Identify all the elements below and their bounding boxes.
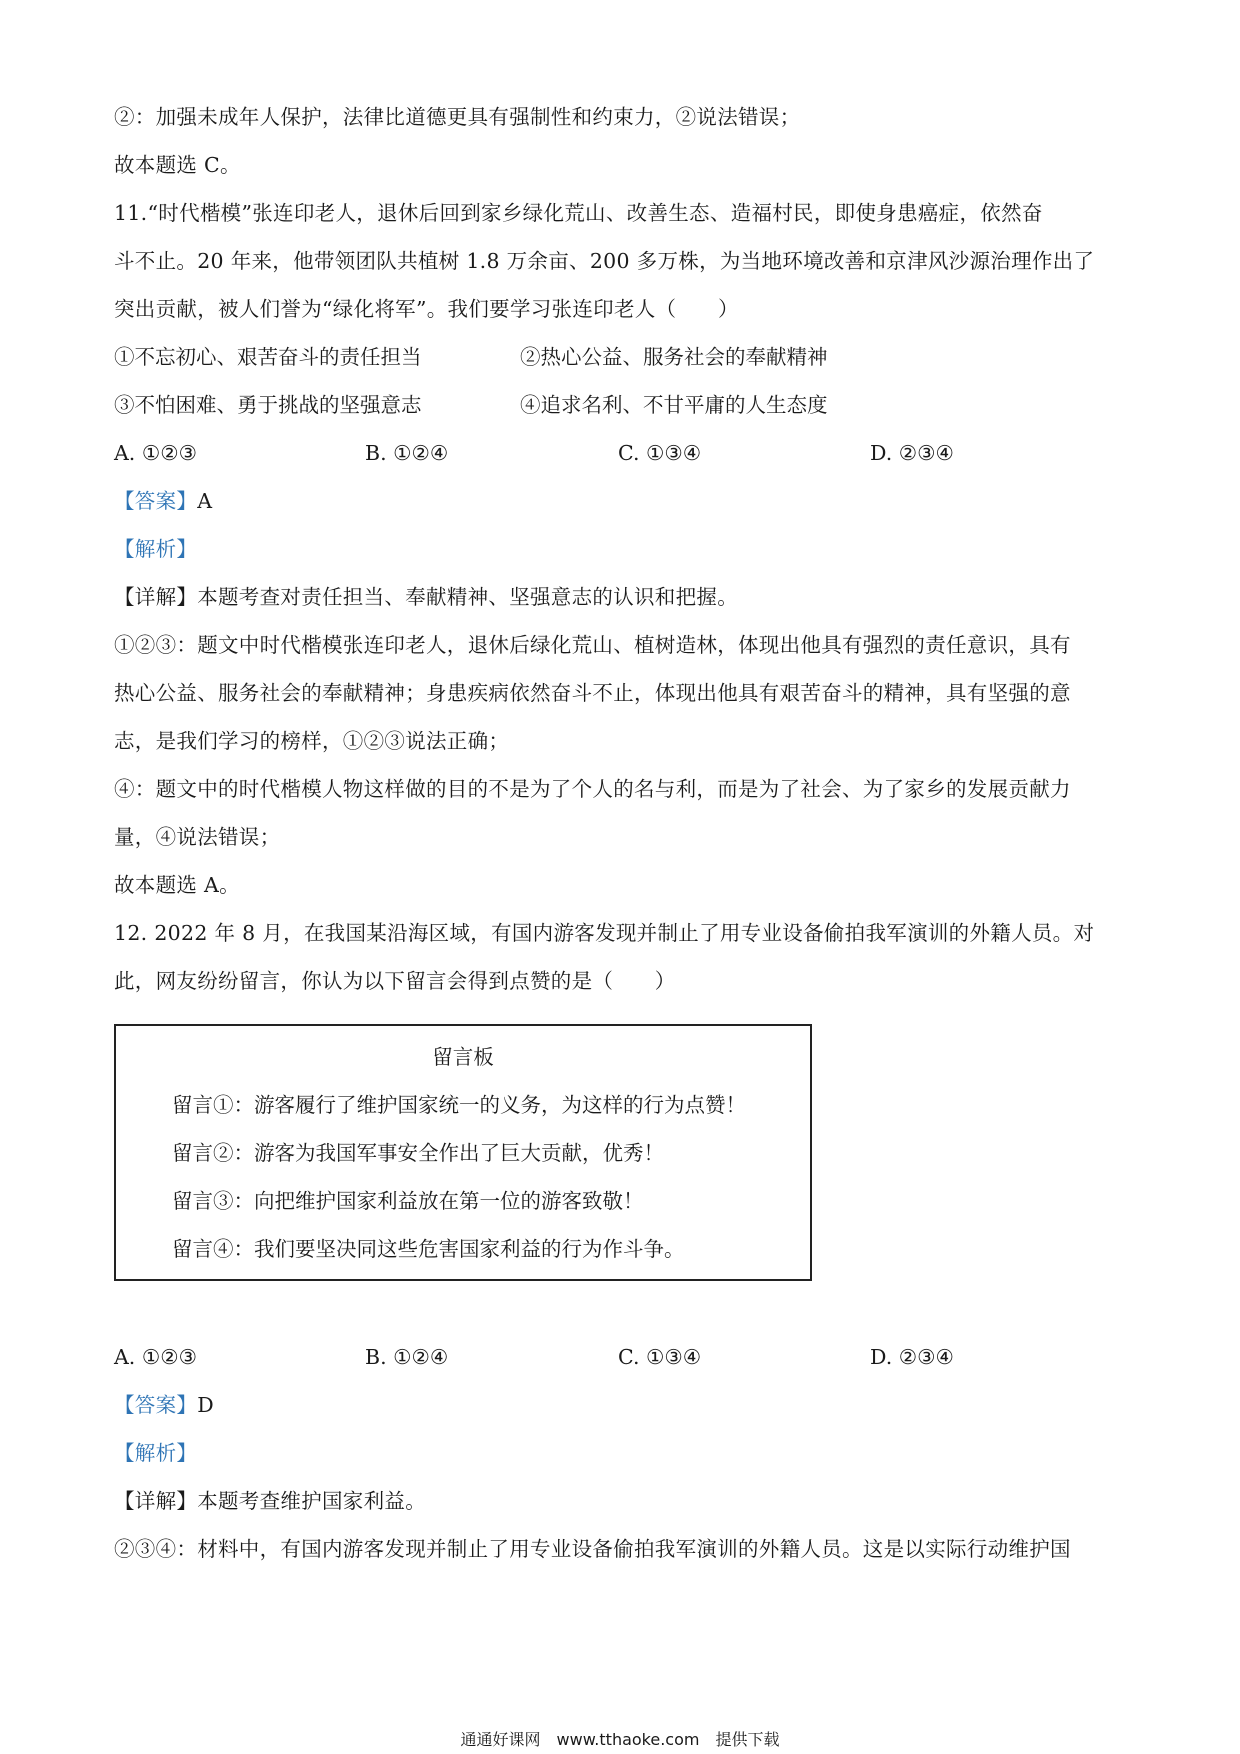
q12-answer: [114, 1390, 1126, 1420]
q12-option-b: B. ①②④: [365, 1345, 449, 1369]
q11-stem-line-1: 11.“时代楷模”张连印老人，退休后回到家乡绿化荒山、改善生态、造福村民，即使身患癌症，依然奋: [114, 201, 1043, 225]
q12-explanation-line-1: ②③④：材料中，有国内游客发现并制止了用专业设备偷拍我军演训的外籍人员。这是以实际行动维护国: [114, 1537, 1071, 1561]
answer-value: A: [197, 489, 213, 513]
message-2: 留言②：游客为我国军事安全作出了巨大贡献，优秀！: [172, 1141, 664, 1165]
q11-conclusion: 故本题选 A。: [114, 873, 240, 897]
prev-explanation-line: ②：加强未成年人保护，法律比道德更具有强制性和约束力，②说法错误；: [114, 105, 801, 129]
q12-stem-line-1: 12. 2022 年 8 月，在我国某沿海区域，有国内游客发现并制止了用专业设备偷拍我军演训的外籍人员。对: [114, 921, 1095, 945]
detail-label: 【详解】: [114, 1489, 198, 1513]
q11-option-c: C. ①③④: [618, 441, 702, 465]
q12-stem-line-2: 此，网友纷纷留言，你认为以下留言会得到点赞的是（ ）: [114, 969, 676, 993]
detail-label: 【详解】: [114, 585, 198, 609]
q11-explanation-line-4: ④：题文中的时代楷模人物这样做的目的不是为了个人的名与利，而是为了社会、为了家乡的发展贡献力: [114, 777, 1071, 801]
q11-explanation-line-3: 志，是我们学习的榜样，①②③说法正确；: [114, 729, 510, 753]
message-board: [114, 1024, 812, 1281]
q11-answer: [114, 486, 1126, 516]
answer-value: D: [197, 1393, 214, 1417]
q11-statement-3: ③不怕困难、勇于挑战的坚强意志: [114, 393, 422, 417]
message-board-title: 留言板: [432, 1045, 494, 1069]
q11-stem-line-2: 斗不止。20 年来，他带领团队共植树 1.8 万余亩、200 多万株，为当地环境改善和京津风沙源治理作出了: [114, 249, 1095, 273]
q11-option-a: A. ①②③: [114, 441, 197, 465]
q11-option-b: B. ①②④: [365, 441, 449, 465]
q12-detail: [114, 1486, 1126, 1516]
q11-stem-line-3: 突出贡献，被人们誉为“绿化将军”。我们要学习张连印老人（ ）: [114, 297, 739, 321]
q12-analysis-label: 【解析】: [114, 1441, 198, 1465]
message-3: 留言③：向把维护国家利益放在第一位的游客致敬！: [172, 1189, 644, 1213]
message-4: 留言④：我们要坚决同这些危害国家利益的行为作斗争。: [172, 1237, 685, 1261]
message-1: 留言①：游客履行了维护国家统一的义务，为这样的行为点赞！: [172, 1093, 746, 1117]
footer-source-text: 通通好课网 www.tthaoke.com 提供下载: [460, 1730, 780, 1749]
q11-explanation-line-1: ①②③：题文中时代楷模张连印老人，退休后绿化荒山、植树造林，体现出他具有强烈的责任意识，具有: [114, 633, 1071, 657]
q12-option-a: A. ①②③: [114, 1345, 197, 1369]
q11-statement-4: ④追求名利、不甘平庸的人生态度: [520, 393, 828, 417]
prev-conclusion: 故本题选 C。: [114, 153, 241, 177]
q11-option-d: D. ②③④: [870, 441, 954, 465]
q11-analysis-label: 【解析】: [114, 537, 198, 561]
answer-label: 【答案】: [114, 1393, 198, 1417]
answer-label: 【答案】: [114, 489, 198, 513]
q11-statement-1: ①不忘初心、艰苦奋斗的责任担当: [114, 345, 422, 369]
q11-explanation-line-2: 热心公益、服务社会的奉献精神；身患疾病依然奋斗不止，体现出他具有艰苦奋斗的精神，具有坚强的意: [114, 681, 1071, 705]
detail-text: 本题考查维护国家利益。: [197, 1489, 427, 1513]
q12-option-c: C. ①③④: [618, 1345, 702, 1369]
q11-statement-2: ②热心公益、服务社会的奉献精神: [520, 345, 828, 369]
q12-option-d: D. ②③④: [870, 1345, 954, 1369]
q11-detail: [114, 582, 1126, 612]
detail-text: 本题考查对责任担当、奉献精神、坚强意志的认识和把握。: [197, 585, 739, 609]
q11-explanation-line-5: 量，④说法错误；: [114, 825, 281, 849]
